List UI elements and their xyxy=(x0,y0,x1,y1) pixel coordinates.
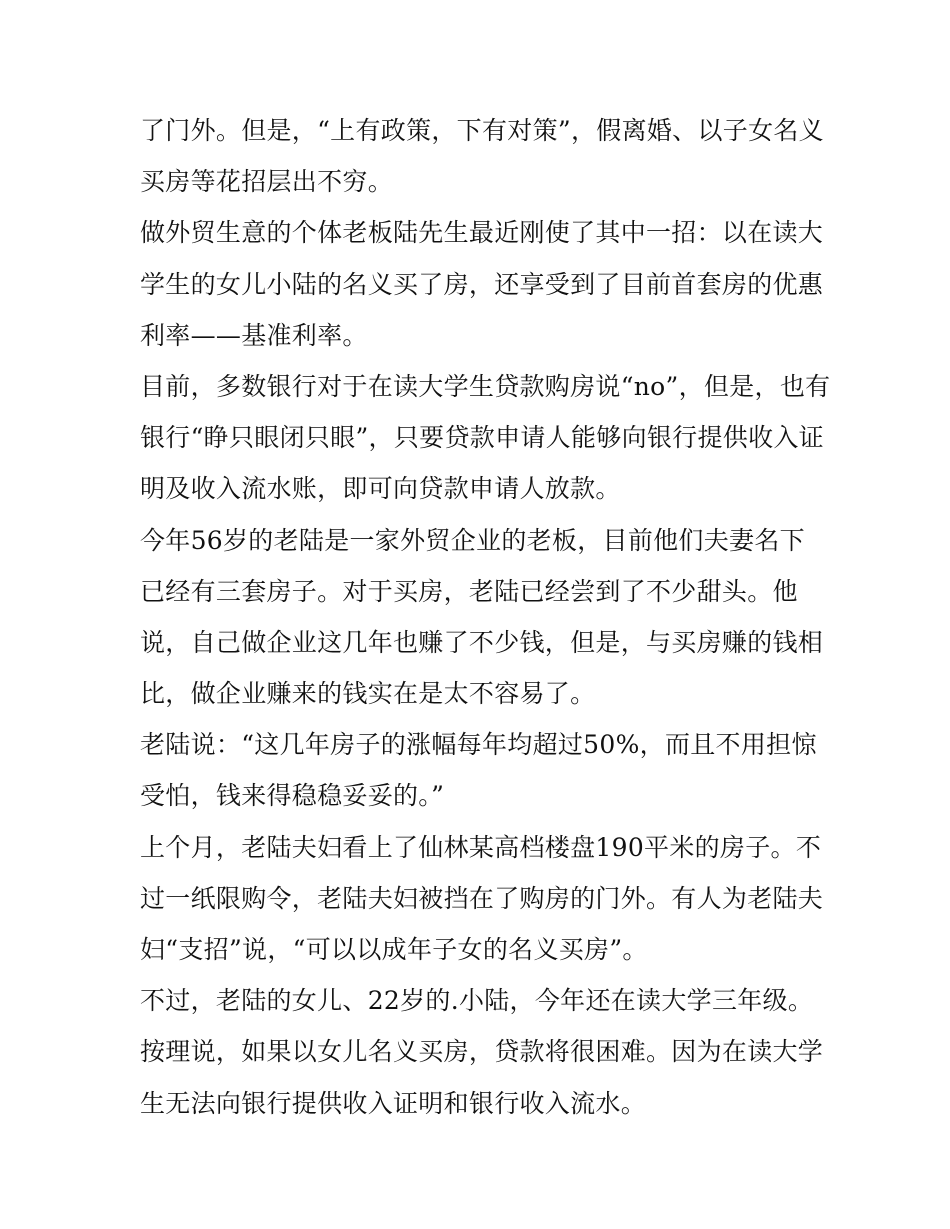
text-line: 学生的女儿小陆的名义买了房，还享受到了目前首套房的优惠 xyxy=(140,269,824,299)
text-line: 说，自己做企业这几年也赚了不少钱，但是，与买房赚的钱相 xyxy=(140,627,824,657)
text-line: 买房等花招层出不穷。 xyxy=(140,167,394,197)
text-line: 做外贸生意的个体老板陆先生最近刚使了其中一招：以在读大 xyxy=(140,218,824,248)
text-line: 明及收入流水账，即可向贷款申请人放款。 xyxy=(140,474,621,504)
text-line: 目前，多数银行对于在读大学生贷款购房说“no”，但是，也有 xyxy=(140,371,831,401)
text-line: 老陆说：“这几年房子的涨幅每年均超过50%，而且不用担惊 xyxy=(140,730,817,760)
text-line: 今年56岁的老陆是一家外贸企业的老板，目前他们夫妻名下 xyxy=(140,525,805,555)
text-line: 已经有三套房子。对于买房，老陆已经尝到了不少甜头。他 xyxy=(140,576,798,606)
text-line: 生无法向银行提供收入证明和银行收入流水。 xyxy=(140,1088,647,1118)
text-line: 受怕，钱来得稳稳妥妥的。” xyxy=(140,781,445,811)
text-line: 按理说，如果以女儿名义买房，贷款将很困难。因为在读大学 xyxy=(140,1037,824,1067)
text-line: 利率——基准利率。 xyxy=(140,320,368,350)
text-line: 不过，老陆的女儿、22岁的.小陆，今年还在读大学三年级。 xyxy=(140,986,814,1016)
text-line: 妇“支招”说，“可以以成年子女的名义买房”。 xyxy=(140,935,648,964)
text-line: 银行“睁只眼闭只眼”，只要贷款申请人能够向银行提供收入证 xyxy=(140,423,824,453)
text-line: 了门外。但是，“上有政策，下有对策”，假离婚、以子女名义 xyxy=(140,116,824,145)
text-line: 比，做企业赚来的钱实在是太不容易了。 xyxy=(140,679,596,709)
text-line: 上个月，老陆夫妇看上了仙林某高档楼盘190平米的房子。不 xyxy=(140,832,822,862)
text-line: 过一纸限购令，老陆夫妇被挡在了购房的门外。有人为老陆夫 xyxy=(140,883,824,913)
article-body xyxy=(140,105,831,1129)
